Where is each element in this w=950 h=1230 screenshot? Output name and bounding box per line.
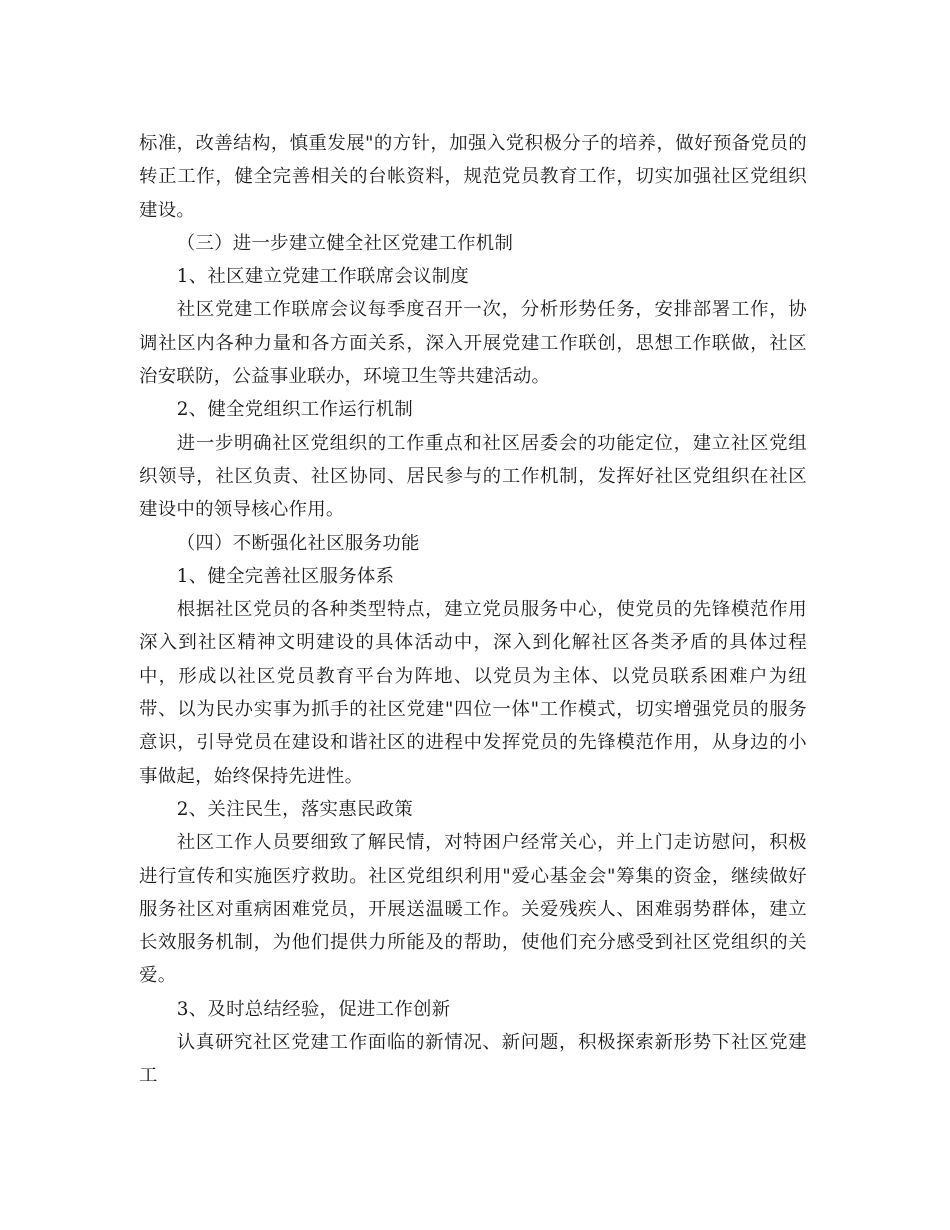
document-body — [139, 127, 807, 1093]
paragraph: 认真研究社区党建工作面临的新情况、新问题，积极探索新形势下社区党建工 — [139, 1032, 807, 1087]
subheading: 3、及时总结经验，促进工作创新 — [176, 998, 451, 1020]
paragraph: 社区工作人员要细致了解民情，对特困户经常关心，并上门走访慰问，积极进行宣传和实施医疗救助。社区党组织利用"爱心基金会"筹集的资金，继续做好服务社区对重病困难党员，开展送温暖工作。关爱残疾人、困难弱势群体，建立长效服务机制，为他们提供力所能及的帮助，使他们充分感受到社区党组织的关爱。 — [139, 832, 807, 987]
section-heading-3: （三）进一步建立健全社区党建工作机制 — [176, 232, 514, 254]
subheading: 2、健全党组织工作运行机制 — [176, 399, 414, 421]
subheading: 1、健全完善社区服务体系 — [176, 565, 395, 587]
subheading: 1、社区建立党建工作联席会议制度 — [176, 266, 470, 288]
subheading: 2、关注民生，落实惠民政策 — [176, 798, 414, 820]
paragraph: 标准，改善结构，慎重发展"的方针，加强入党积极分子的培养，做好预备党员的转正工作，健全完善相关的台帐资料，规范党员教育工作，切实加强社区党组织建设。 — [139, 133, 807, 221]
paragraph: 社区党建工作联席会议每季度召开一次，分析形势任务，安排部署工作，协调社区内各种力量和各方面关系，深入开展党建工作联创，思想工作联做，社区治安联防，公益事业联办，环境卫生等共建活动。 — [139, 299, 807, 388]
paragraph: 进一步明确社区党组织的工作重点和社区居委会的功能定位，建立社区党组织领导，社区负责、社区协同、居民参与的工作机制，发挥好社区党组织在社区建设中的领导核心作用。 — [139, 432, 807, 521]
paragraph: 根据社区党员的各种类型特点，建立党员服务中心，使党员的先锋模范作用深入到社区精神文明建设的具体活动中，深入到化解社区各类矛盾的具体过程中，形成以社区党员教育平台为阵地、以党员为主体、以党员联系困难户为纽带、以为民办实事为抓手的社区党建"四位一体"工作模式，切实增强党员的服务意识，引导党员在建设和谐社区的进程中发挥党员的先锋模范作用，从身边的小事做起，始终保持先进性。 — [139, 599, 807, 787]
section-heading-4: （四）不断强化社区服务功能 — [176, 532, 420, 554]
